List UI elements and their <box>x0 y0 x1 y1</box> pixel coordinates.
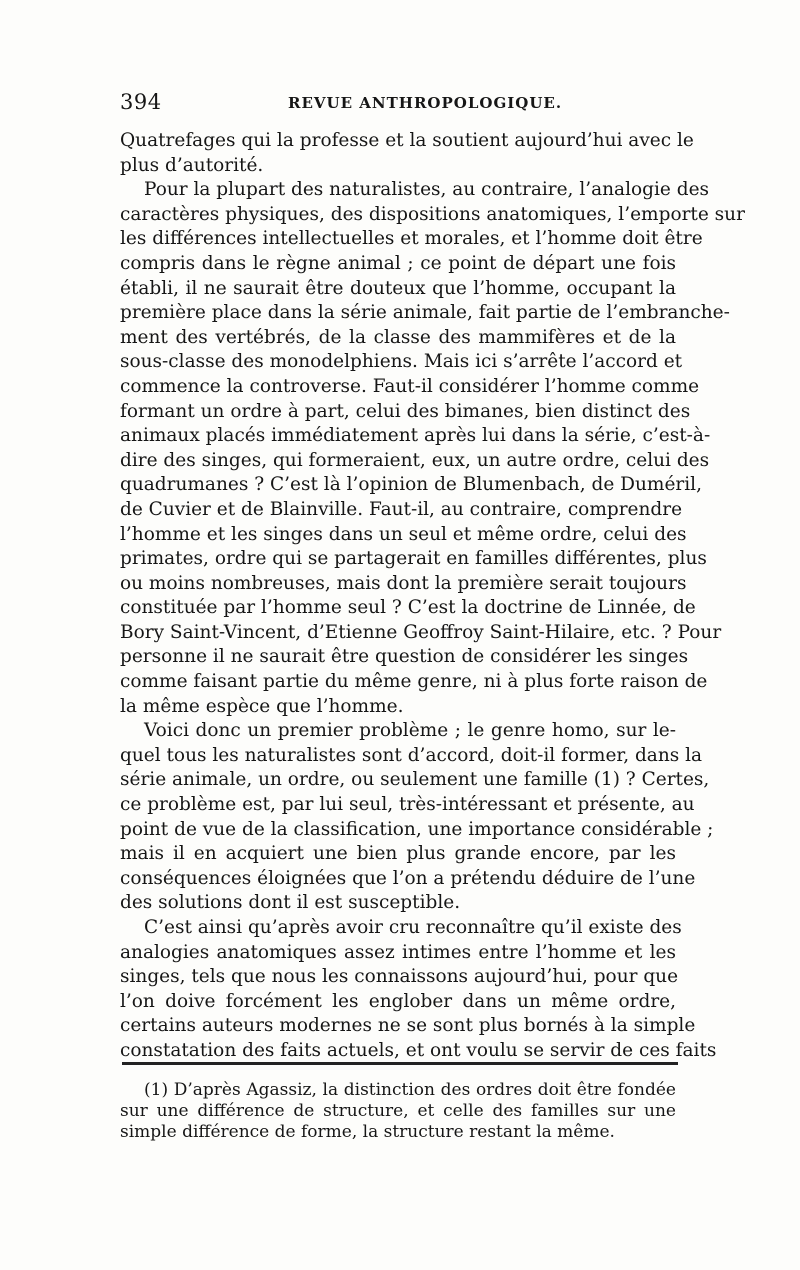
text-line: ou moins nombreuses, mais dont la première serait toujours <box>120 572 687 594</box>
text-line: Bory Saint-Vincent, d’Etienne Geoffroy Saint-Hilaire, etc. ? Pour <box>120 621 722 643</box>
text-line: ment des vertébrés, de la classe des mammifères et de la <box>120 326 676 348</box>
text-line: établi, il ne saurait être douteux que l’homme, occupant la <box>120 277 676 299</box>
text-line: animaux placés immédiatement après lui dans la série, c’est-à- <box>120 425 711 447</box>
running-head: REVUE ANTHROPOLOGIQUE. <box>288 94 563 112</box>
text-line: singes, tels que nous les connaissons aujourd’hui, pour que <box>120 966 679 988</box>
footnote-line: simple différence de forme, la structure restant la même. <box>120 1122 615 1142</box>
footnote-line: (1) D’après Agassiz, la distinction des ordres doit être fondée <box>144 1080 676 1100</box>
text-line: primates, ordre qui se partagerait en familles différentes, plus <box>120 548 707 570</box>
text-line: constituée par l’homme seul ? C’est la doctrine de Linnée, de <box>120 597 696 619</box>
text-line: de Cuvier et de Blainville. Faut-il, au contraire, comprendre <box>120 498 683 520</box>
footnote-line: sur une différence de structure, et celle des familles sur une <box>120 1101 676 1121</box>
footnote <box>120 1080 676 1143</box>
text-line: l’on doive forcément les englober dans un même ordre, <box>120 990 676 1012</box>
footnote-rule <box>122 1062 678 1065</box>
text-line: commence la controverse. Faut-il considérer l’homme comme <box>120 375 700 397</box>
text-line: la même espèce que l’homme. <box>120 695 404 717</box>
text-line: personne il ne saurait être question de considérer les singes <box>120 646 689 668</box>
text-line: point de vue de la classification, une importance considérable ; <box>120 818 714 840</box>
text-line: constatation des faits actuels, et ont voulu se servir de ces faits <box>120 1039 717 1061</box>
text-line: l’homme et les singes dans un seul et même ordre, celui des <box>120 523 687 545</box>
text-line: mais il en acquiert une bien plus grande encore, par les <box>120 843 676 865</box>
text-line: quel tous les naturalistes sont d’accord, doit-il former, dans la <box>120 744 703 766</box>
text-line: ce problème est, par lui seul, très-intéressant et présente, au <box>120 794 695 816</box>
text-line: première place dans la série animale, fait partie de l’embranche- <box>120 302 730 324</box>
text-line: formant un ordre à part, celui des bimanes, bien distinct des <box>120 400 691 422</box>
body-text <box>120 129 745 1064</box>
text-line: Quatrefages qui la professe et la soutient aujourd’hui avec le <box>120 130 694 151</box>
page-number: 394 <box>120 90 162 114</box>
text-line: les différences intellectuelles et morales, et l’homme doit être <box>120 228 703 250</box>
text-line: des solutions dont il est susceptible. <box>120 892 461 914</box>
text-line: plus d’autorité. <box>120 154 264 176</box>
text-line: C’est ainsi qu’après avoir cru reconnaître qu’il existe des <box>144 917 682 938</box>
text-line: caractères physiques, des dispositions anatomiques, l’emporte sur <box>120 203 745 225</box>
text-line: compris dans le règne animal ; ce point de départ une fois <box>120 252 676 274</box>
page-header <box>120 90 680 118</box>
text-line: conséquences éloignées que l’on a prétendu déduire de l’une <box>120 867 696 889</box>
text-line: quadrumanes ? C’est là l’opinion de Blumenbach, de Duméril, <box>120 474 702 496</box>
text-line: Voici donc un premier problème ; le genre homo, sur le- <box>144 720 676 742</box>
text-line: sous-classe des monodelphiens. Mais ici s’arrête l’accord et <box>120 351 683 373</box>
text-line: dire des singes, qui formeraient, eux, un autre ordre, celui des <box>120 449 710 471</box>
text-line: série animale, un ordre, ou seulement une famille (1) ? Certes, <box>120 769 710 791</box>
text-line: comme faisant partie du même genre, ni à plus forte raison de <box>120 671 708 693</box>
text-line: Pour la plupart des naturalistes, au contraire, l’analogie des <box>144 179 710 201</box>
text-line: certains auteurs modernes ne se sont plus bornés à la simple <box>120 1015 696 1037</box>
text-line: analogies anatomiques assez intimes entre l’homme et les <box>120 941 676 963</box>
